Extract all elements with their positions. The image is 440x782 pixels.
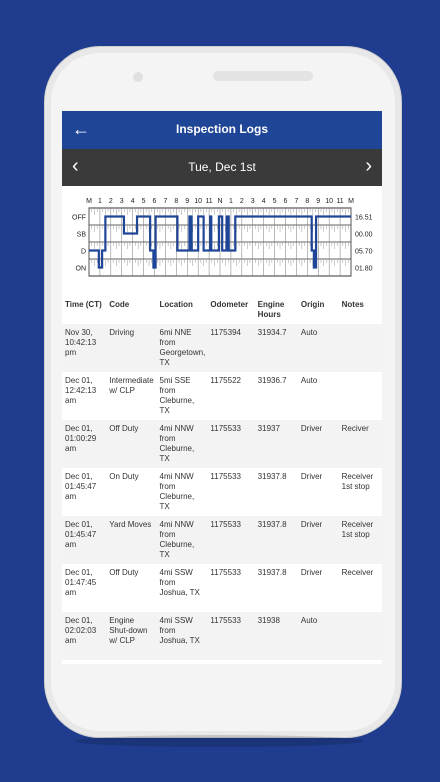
app-bar xyxy=(62,111,382,149)
current-date: Tue, Dec 1st xyxy=(188,160,256,174)
cell-odometer: 1175522 xyxy=(210,376,241,385)
cell-notes xyxy=(339,612,382,660)
log-events-table xyxy=(62,296,382,660)
graph-hour-label: M xyxy=(86,198,92,205)
graph-hour-label: 5 xyxy=(272,198,277,205)
graph-hour-label: 9 xyxy=(316,198,321,205)
cell-location: 4mi SSW from Joshua, TX xyxy=(159,568,200,597)
previous-day-chevron-icon[interactable]: ‹ xyxy=(72,155,79,177)
graph-status-total: 05.70 xyxy=(355,248,373,256)
cell-code: Off Duty xyxy=(109,424,139,433)
cell-code: Yard Moves xyxy=(109,520,152,529)
cell-notes: Receiver 1st stop xyxy=(341,520,374,539)
cell-location: 4mi NNW from Cleburne, TX xyxy=(159,520,195,559)
cell-origin: Auto xyxy=(300,328,318,337)
cell-location: 4mi NNW from Cleburne, TX xyxy=(159,424,195,463)
graph-hour-label: 4 xyxy=(130,198,135,205)
cell-code: On Duty xyxy=(109,472,139,481)
cell-odometer: 1175533 xyxy=(210,568,241,577)
graph-hour-label: N xyxy=(217,198,223,205)
cell-origin: Auto xyxy=(300,616,318,625)
graph-hour-label: 7 xyxy=(294,198,299,205)
back-arrow-icon[interactable]: ← xyxy=(72,119,90,139)
earpiece-speaker xyxy=(213,71,313,81)
graph-hour-label: 2 xyxy=(108,198,113,205)
cell-engine-hours: 31937.8 xyxy=(257,568,287,577)
duty-status-graph xyxy=(62,186,382,296)
table-row[interactable] xyxy=(62,564,382,612)
graph-status-label: SB xyxy=(76,231,86,239)
front-camera xyxy=(133,72,143,82)
graph-hour-label: 8 xyxy=(305,198,310,205)
column-header-time: Time (CT) xyxy=(65,300,102,309)
cell-notes xyxy=(339,324,382,372)
cell-location: 4mi SSW from Joshua, TX xyxy=(159,616,200,645)
column-header-code: Code xyxy=(109,300,130,309)
cell-notes: Receiver 1st stop xyxy=(341,472,374,491)
table-row[interactable] xyxy=(62,468,382,516)
cell-engine-hours: 31934.7 xyxy=(257,328,287,337)
graph-hour-label: 10 xyxy=(325,198,334,205)
cell-location: 6mi NNE from Georgetown, TX xyxy=(159,328,206,367)
cell-code: Engine Shut-down w/ CLP xyxy=(109,616,148,645)
graph-hour-label: 1 xyxy=(228,198,233,205)
cell-time: Dec 01, 02:02:03 am xyxy=(65,616,97,645)
cell-odometer: 1175533 xyxy=(210,472,241,481)
graph-hour-label: 11 xyxy=(336,198,344,205)
graph-status-total: 01.80 xyxy=(355,265,373,273)
column-header-origin: Origin xyxy=(300,300,325,309)
cell-location: 5mi SSE from Cleburne, TX xyxy=(159,376,195,415)
duty-status-chart xyxy=(62,186,382,296)
graph-hour-label: 5 xyxy=(141,198,146,205)
graph-hour-label: 4 xyxy=(261,198,266,205)
cell-odometer: 1175533 xyxy=(210,616,241,625)
cell-time: Dec 01, 01:00:29 am xyxy=(65,424,97,453)
cell-time: Nov 30, 10:42:13 pm xyxy=(65,328,97,357)
cell-engine-hours: 31937.8 xyxy=(257,472,287,481)
cell-time: Dec 01, 01:45:47 am xyxy=(65,520,97,549)
cell-notes: Receiver xyxy=(341,568,374,577)
cell-odometer: 1175533 xyxy=(210,520,241,529)
app-screen xyxy=(62,111,382,664)
cell-location: 4mi NNW from Cleburne, TX xyxy=(159,472,195,511)
graph-status-total: 00.00 xyxy=(355,231,373,239)
date-navigator xyxy=(62,149,382,186)
table-row[interactable] xyxy=(62,612,382,660)
cell-engine-hours: 31937.8 xyxy=(257,520,287,529)
cell-time: Dec 01, 01:45:47 am xyxy=(65,472,97,501)
table-row[interactable] xyxy=(62,420,382,468)
graph-hour-label: 7 xyxy=(163,198,168,205)
next-day-chevron-icon[interactable]: › xyxy=(365,155,372,177)
cell-origin: Auto xyxy=(300,376,318,385)
phone-shadow xyxy=(74,735,364,747)
graph-status-label: OFF xyxy=(72,214,86,222)
graph-status-label: ON xyxy=(75,265,86,273)
cell-time: Dec 01, 12:42:13 am xyxy=(65,376,97,405)
cell-origin: Driver xyxy=(300,568,323,577)
graph-hour-label: M xyxy=(348,198,354,205)
graph-hour-label: 1 xyxy=(97,198,102,205)
cell-odometer: 1175533 xyxy=(210,424,241,433)
cell-origin: Driver xyxy=(300,424,323,433)
graph-hour-label: 8 xyxy=(174,198,179,205)
graph-hour-label: 10 xyxy=(194,198,203,205)
cell-engine-hours: 31936.7 xyxy=(257,376,287,385)
cell-notes: Reciver xyxy=(341,424,369,433)
graph-hour-label: 2 xyxy=(239,198,244,205)
table-row[interactable] xyxy=(62,324,382,372)
graph-hour-label: 9 xyxy=(185,198,190,205)
cell-notes xyxy=(339,372,382,420)
cell-code: Intermediate w/ CLP xyxy=(109,376,154,395)
cell-engine-hours: 31937 xyxy=(257,424,280,433)
page-title: Inspection Logs xyxy=(175,122,268,136)
cell-odometer: 1175394 xyxy=(210,328,241,337)
column-header-odometer: Odometer xyxy=(210,300,249,309)
cell-code: Off Duty xyxy=(109,568,139,577)
graph-hour-label: 6 xyxy=(283,198,288,205)
graph-hour-label: 6 xyxy=(152,198,157,205)
table-header-row xyxy=(62,296,382,324)
graph-hour-label: 3 xyxy=(119,198,124,205)
table-row[interactable] xyxy=(62,516,382,564)
graph-hour-label: 3 xyxy=(250,198,255,205)
cell-code: Driving xyxy=(109,328,135,337)
graph-status-label: D xyxy=(80,248,86,256)
column-header-engine-hours: Engine Hours xyxy=(257,300,285,319)
cell-origin: Driver xyxy=(300,472,323,481)
cell-origin: Driver xyxy=(300,520,323,529)
graph-hour-label: 11 xyxy=(205,198,213,205)
column-header-location: Location xyxy=(159,300,193,309)
graph-status-total: 16.51 xyxy=(355,214,373,222)
column-header-notes: Notes xyxy=(341,300,364,309)
table-row[interactable] xyxy=(62,372,382,420)
cell-engine-hours: 31938 xyxy=(257,616,280,625)
cell-time: Dec 01, 01:47:45 am xyxy=(65,568,97,597)
